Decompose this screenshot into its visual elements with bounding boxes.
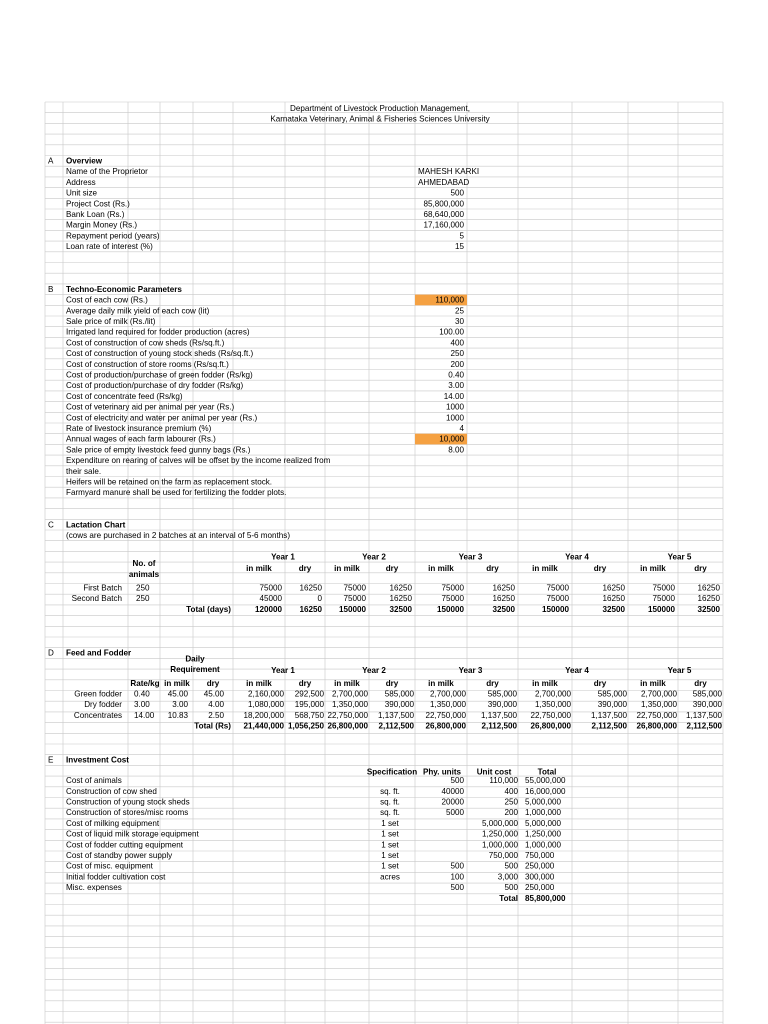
lactation-cell: 75000	[546, 583, 569, 593]
overview-value: 68,640,000	[423, 210, 464, 219]
techno-label: Irrigated land required for fodder production (acres)	[66, 327, 250, 337]
daily-dry-header: dry	[206, 678, 220, 688]
techno-value: 10,000	[439, 434, 464, 444]
feed-cell: 1,137,500	[685, 710, 722, 720]
investment-units: 500	[450, 776, 464, 786]
techno-note: Expenditure on rearing of calves will be offset by the income realized from	[66, 456, 331, 466]
feed-cell: 195,000	[294, 700, 324, 710]
investment-unit-cost: 750,000	[488, 851, 518, 860]
overview-label: Unit size	[66, 188, 98, 198]
investment-label: Cost of milking equipment	[66, 818, 160, 828]
lactation-subheader: dry	[298, 564, 312, 574]
feed-inmilk: 10.83	[167, 710, 188, 720]
investment-total: 5,000,000	[525, 818, 562, 828]
techno-label: Average daily milk yield of each cow (lit)	[66, 306, 210, 316]
investment-units: 500	[450, 883, 464, 893]
feed-rate: 14.00	[134, 710, 155, 720]
feed-subheader: dry	[486, 678, 499, 688]
lactation-cell: 16250	[602, 594, 625, 604]
department-title: Department of Livestock Production Management,	[290, 104, 470, 113]
lactation-total-cell: 32500	[492, 604, 515, 614]
overview-value: AHMEDABAD	[418, 177, 470, 187]
lactation-subheader: in milk	[428, 564, 454, 574]
feed-total-cell: 26,800,000	[327, 721, 368, 731]
lactation-total-cell: 32500	[602, 604, 625, 614]
overview-value: 17,160,000	[423, 220, 464, 230]
investment-label: Construction of stores/misc rooms	[66, 808, 189, 818]
feed-cell: 390,000	[692, 700, 722, 710]
techno-label: Cost of electricity and water per animal per year (Rs.)	[66, 413, 258, 423]
investment-units: 500	[450, 861, 464, 871]
lactation-subheader: dry	[486, 564, 499, 574]
investment-unit-cost: 400	[504, 786, 518, 796]
feed-cell: 585,000	[692, 689, 722, 699]
section-title-overview: Overview	[66, 156, 102, 166]
techno-value: 30	[454, 317, 464, 326]
investment-unit-cost: 200	[504, 808, 518, 818]
batch-label: Second Batch	[71, 594, 122, 604]
techno-label: Cost of production/purchase of green fodder (Rs/kg)	[66, 370, 253, 380]
animals-header: No. of	[132, 559, 156, 569]
feed-subheader: dry	[298, 678, 312, 688]
techno-value: 110,000	[435, 295, 464, 305]
feed-cell: 585,000	[487, 689, 517, 699]
overview-value: 15	[454, 242, 464, 252]
investment-units: 40000	[441, 786, 464, 796]
investment-total: 1,250,000	[525, 829, 562, 839]
batch-animals: 250	[136, 594, 150, 604]
lactation-cell: 75000	[441, 594, 464, 604]
feed-cell: 2,700,000	[534, 689, 571, 699]
lactation-cell: 16250	[602, 583, 625, 593]
techno-label: Rate of livestock insurance premium (%)	[66, 424, 212, 433]
lactation-total-cell: 16250	[299, 604, 322, 614]
investment-label: Construction of young stock sheds	[66, 797, 190, 807]
feed-subheader: in milk	[532, 678, 558, 688]
lactation-cell: 75000	[259, 583, 282, 593]
feed-inmilk: 3.00	[172, 700, 188, 710]
lactation-cell: 75000	[343, 583, 366, 593]
techno-value: 200	[450, 359, 464, 369]
investment-total: 300,000	[525, 872, 555, 882]
investment-header: Total	[537, 767, 557, 777]
investment-header: Specification	[366, 767, 418, 777]
techno-value: 100.00	[439, 327, 464, 337]
techno-label: Sale price of milk (Rs./lit)	[66, 317, 156, 326]
feed-cell: 22,750,000	[425, 710, 466, 720]
feed-rate: 3.00	[134, 700, 150, 710]
feed-subheader: dry	[385, 678, 399, 688]
overview-label: Repayment period (years)	[66, 231, 160, 241]
techno-label: Sale price of empty livestock feed gunny bags (Rs.)	[66, 445, 251, 455]
overview-value: 85,800,000	[423, 199, 464, 209]
feed-subheader: dry	[694, 678, 707, 688]
feed-subheader: in milk	[428, 678, 454, 688]
section-letter-e: E	[48, 755, 54, 765]
investment-spec: sq. ft.	[380, 808, 400, 818]
section-letter-b: B	[48, 284, 54, 294]
techno-note: Heifers will be retained on the farm as replacement stock.	[66, 477, 273, 487]
feed-cell: 390,000	[384, 700, 414, 710]
lactation-cell: 16250	[389, 594, 412, 604]
feed-cell: 2,700,000	[331, 689, 368, 699]
daily-requirement-header: Daily	[185, 654, 205, 664]
investment-label: Cost of animals	[66, 776, 122, 786]
feed-total-cell: 2,112,500	[378, 721, 414, 731]
investment-header: Unit cost	[476, 767, 512, 777]
feed-cell: 1,137,500	[590, 710, 627, 720]
techno-value: 400	[450, 338, 464, 348]
investment-label: Cost of standby power supply	[66, 851, 173, 860]
techno-value: 25	[454, 306, 464, 316]
feed-cell: 1,350,000	[429, 700, 466, 710]
lactation-cell: 0	[317, 594, 322, 604]
overview-label: Margin Money (Rs.)	[66, 220, 138, 230]
investment-unit-cost: 500	[504, 883, 518, 893]
year-header: Year 1	[271, 552, 295, 562]
lactation-total-cell: 150000	[338, 604, 366, 614]
techno-value: 4	[459, 424, 464, 433]
university-title: Karnataka Veterinary, Animal & Fisheries Sciences University	[270, 114, 490, 124]
lactation-cell: 16250	[299, 583, 322, 593]
techno-value: 14.00	[443, 391, 464, 401]
feed-cell: 585,000	[384, 689, 414, 699]
investment-total: 750,000	[525, 851, 555, 860]
feed-cell: 2,160,000	[247, 689, 284, 699]
investment-total: 5,000,000	[525, 797, 562, 807]
daily-inmilk-header: in milk	[164, 678, 190, 688]
animals-header: animals	[128, 569, 160, 579]
lactation-cell: 75000	[441, 583, 464, 593]
investment-label: Construction of cow shed	[66, 786, 157, 796]
investment-unit-cost: 110,000	[489, 776, 518, 786]
year-header: Year 5	[667, 552, 692, 562]
feed-total-cell: 2,112,500	[686, 721, 722, 731]
overview-value: MAHESH KARKI	[418, 167, 480, 177]
lactation-subheader: in milk	[334, 564, 360, 574]
year-header: Year 1	[271, 666, 295, 676]
section-title-investment: Investment Cost	[66, 755, 129, 765]
year-header: Year 2	[362, 666, 386, 676]
investment-spec: acres	[380, 872, 400, 882]
investment-spec: 1 set	[381, 840, 399, 850]
year-header: Year 5	[667, 666, 692, 676]
feed-cell: 292,500	[294, 689, 324, 699]
techno-label: Annual wages of each farm labourer (Rs.)	[66, 434, 216, 444]
lactation-cell: 16250	[697, 583, 720, 593]
investment-total-value: 85,800,000	[525, 893, 566, 903]
overview-label: Bank Loan (Rs.)	[66, 210, 125, 219]
lactation-total-cell: 150000	[647, 604, 675, 614]
sheet-content	[48, 104, 722, 903]
lactation-subheader: dry	[385, 564, 399, 574]
lactation-cell: 75000	[652, 594, 675, 604]
feed-cell: 22,750,000	[636, 710, 677, 720]
techno-label: Cost of each cow (Rs.)	[66, 295, 148, 305]
daily-requirement-header: Requirement	[170, 665, 220, 675]
lactation-subheader: in milk	[246, 564, 272, 574]
investment-spec: sq. ft.	[380, 797, 400, 807]
lactation-total-cell: 32500	[697, 604, 720, 614]
feed-cell: 18,200,000	[243, 710, 284, 720]
investment-header: Phy. units	[422, 767, 462, 777]
investment-label: Misc. expenses	[66, 883, 122, 893]
feed-total-cell: 2,112,500	[591, 721, 627, 731]
feed-subheader: in milk	[640, 678, 666, 688]
investment-total-label: Total	[499, 893, 518, 903]
feed-cell: 585,000	[597, 689, 627, 699]
feed-cell: 1,350,000	[640, 700, 677, 710]
feed-inmilk: 45.00	[167, 689, 188, 699]
lactation-cell: 16250	[492, 583, 515, 593]
feed-cell: 1,137,500	[377, 710, 414, 720]
lactation-subheader: in milk	[640, 564, 666, 574]
techno-label: Cost of construction of cow sheds (Rs/sq.ft.)	[66, 338, 225, 348]
section-letter-d: D	[48, 648, 54, 658]
feed-dry: 4.00	[208, 700, 224, 710]
feed-dry: 45.00	[203, 689, 224, 699]
lactation-cell: 16250	[389, 583, 412, 593]
techno-value: 3.00	[448, 381, 464, 391]
year-header: Year 2	[362, 552, 386, 562]
feed-total-label: Total (Rs)	[194, 721, 231, 731]
investment-total: 250,000	[525, 883, 555, 893]
section-title-lactation: Lactation Chart	[66, 520, 126, 530]
techno-value: 8.00	[448, 445, 464, 455]
investment-unit-cost: 1,000,000	[481, 840, 518, 850]
feed-subheader: in milk	[334, 678, 360, 688]
investment-total: 1,000,000	[525, 808, 562, 818]
investment-label: Initial fodder cultivation cost	[66, 872, 166, 882]
overview-label: Project Cost (Rs.)	[66, 199, 130, 209]
lactation-cell: 75000	[343, 594, 366, 604]
section-title-techno: Techno-Economic Parameters	[66, 284, 182, 294]
lactation-total-cell: 32500	[389, 604, 412, 614]
feed-row-label: Concentrates	[73, 710, 122, 720]
feed-cell: 568,750	[294, 710, 324, 720]
investment-unit-cost: 3,000	[497, 872, 518, 882]
investment-spec: 1 set	[381, 861, 399, 871]
lactation-subheader: dry	[593, 564, 607, 574]
lactation-total-cell: 150000	[436, 604, 464, 614]
year-header: Year 3	[458, 552, 483, 562]
lactation-cell: 75000	[652, 583, 675, 593]
investment-total: 55,000,000	[525, 776, 566, 786]
techno-note: their sale.	[66, 466, 102, 476]
year-header: Year 4	[565, 666, 589, 676]
lactation-cell: 45000	[259, 594, 282, 604]
feed-cell: 1,350,000	[331, 700, 368, 710]
feed-cell: 390,000	[487, 700, 517, 710]
techno-value: 1000	[445, 413, 464, 423]
feed-subheader: dry	[593, 678, 607, 688]
lactation-total-cell: 120000	[254, 604, 282, 614]
section-letter-a: A	[48, 156, 54, 166]
feed-cell: 22,750,000	[327, 710, 368, 720]
investment-units: 20000	[441, 797, 464, 807]
investment-spec: 1 set	[381, 818, 399, 828]
batch-animals: 250	[136, 583, 150, 593]
techno-value: 0.40	[448, 370, 464, 380]
investment-units: 5000	[445, 808, 464, 818]
techno-value: 250	[450, 349, 464, 359]
techno-value: 1000	[445, 402, 464, 412]
feed-total-cell: 26,800,000	[530, 721, 571, 731]
lactation-total-label: Total (days)	[186, 604, 231, 614]
feed-cell: 22,750,000	[530, 710, 571, 720]
feed-row-label: Green fodder	[74, 689, 122, 699]
lactation-subheader: in milk	[532, 564, 558, 574]
year-header: Year 3	[458, 666, 483, 676]
overview-value: 5	[459, 231, 464, 241]
investment-label: Cost of liquid milk storage equipment	[66, 829, 199, 839]
feed-total-cell: 26,800,000	[636, 721, 677, 731]
techno-label: Cost of construction of young stock sheds (Rs/sq.ft.)	[66, 349, 254, 359]
feed-total-cell: 1,056,250	[287, 721, 324, 731]
lactation-cell: 75000	[546, 594, 569, 604]
investment-spec: 1 set	[381, 851, 399, 860]
feed-cell: 1,350,000	[534, 700, 571, 710]
feed-cell: 390,000	[597, 700, 627, 710]
overview-label: Name of the Proprietor	[66, 167, 148, 177]
investment-label: Cost of misc. equipment	[66, 861, 153, 871]
year-header: Year 4	[565, 552, 589, 562]
investment-units: 100	[450, 872, 464, 882]
investment-unit-cost: 500	[504, 861, 518, 871]
investment-unit-cost: 250	[504, 797, 518, 807]
techno-label: Cost of production/purchase of dry fodder (Rs/kg)	[66, 381, 244, 391]
feed-cell: 2,700,000	[640, 689, 677, 699]
feed-total-cell: 21,440,000	[243, 721, 284, 731]
techno-label: Cost of veterinary aid per animal per year (Rs.)	[66, 402, 235, 412]
section-letter-c: C	[48, 520, 54, 530]
overview-label: Loan rate of interest (%)	[66, 242, 153, 252]
section-title-feed: Feed and Fodder	[66, 648, 132, 658]
feed-cell: 1,080,000	[247, 700, 284, 710]
investment-unit-cost: 5,000,000	[481, 818, 518, 828]
investment-total: 250,000	[525, 861, 555, 871]
batch-label: First Batch	[83, 583, 122, 593]
feed-total-cell: 2,112,500	[481, 721, 517, 731]
techno-note: Farmyard manure shall be used for fertilizing the fodder plots.	[66, 488, 287, 498]
lactation-subtitle: (cows are purchased in 2 batches at an interval of 5-6 months)	[66, 531, 291, 540]
investment-label: Cost of fodder cutting equipment	[66, 840, 183, 850]
rate-header: Rate/kg	[130, 678, 160, 688]
investment-unit-cost: 1,250,000	[481, 829, 518, 839]
overview-value: 500	[450, 188, 464, 198]
feed-total-cell: 26,800,000	[425, 721, 466, 731]
lactation-cell: 16250	[697, 594, 720, 604]
lactation-total-cell: 150000	[541, 604, 569, 614]
feed-cell: 2,700,000	[429, 689, 466, 699]
investment-total: 16,000,000	[525, 786, 566, 796]
feed-row-label: Dry fodder	[84, 700, 122, 710]
feed-dry: 2.50	[208, 710, 224, 720]
investment-total: 1,000,000	[525, 840, 562, 850]
lactation-subheader: dry	[694, 564, 707, 574]
lactation-cell: 16250	[492, 594, 515, 604]
feed-subheader: in milk	[246, 678, 272, 688]
techno-label: Cost of concentrate feed (Rs/kg)	[66, 391, 183, 401]
feed-rate: 0.40	[134, 689, 150, 699]
techno-label: Cost of construction of store rooms (Rs/sq.ft.)	[66, 359, 229, 369]
feed-cell: 1,137,500	[480, 710, 517, 720]
overview-label: Address	[66, 177, 96, 187]
investment-spec: 1 set	[381, 829, 399, 839]
investment-spec: sq. ft.	[380, 786, 400, 796]
